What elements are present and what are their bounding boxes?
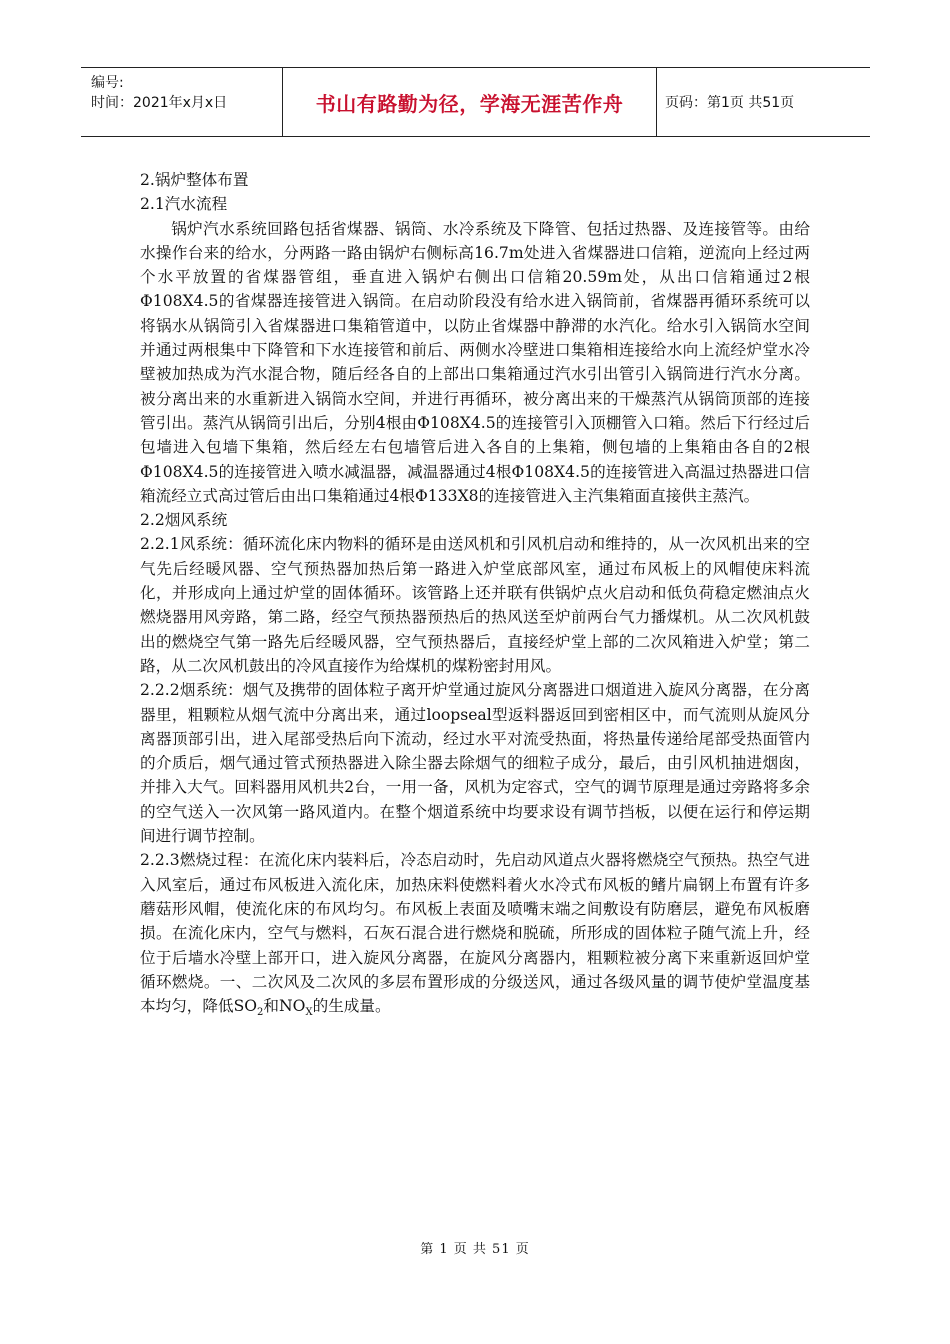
header-page-label: 页码：第1页 共51页	[665, 95, 795, 111]
subsection-heading: 2.1汽水流程	[140, 195, 228, 214]
paragraph-air-system: 2.2.1风系统：循环流化床内物料的循环是由送风机和引风机启动和维持的，从一次风机出来的空气先后经暖风器、空气预热器加热后第一路进入炉堂底部风室，通过布风板上的风帽使床料流化，并形成向上通过炉堂的固体循环。该管路上还并联有供锅炉点火启动和低负荷稳定燃油点火燃烧器用风旁路，第二路，经空气预热器预热后的热风送至炉前两台气力播煤机。从二次风机鼓出的燃烧空气第一路先后经暖风器，空气预热器后，直接经炉堂上部的二次风箱进入炉堂；第二路，从二次风机鼓出的冷风直接作为给煤机的煤粉密封用风。	[140, 535, 810, 675]
paragraph-steam-water-flow: 锅炉汽水系统回路包括省煤器、锅筒、水冷系统及下降管、包括过热器、及连接管等。由给水操作台来的给水，分两路一路由锅炉右侧标高16.7m处进入省煤器进口信箱，逆流向上经过两个水平放置的省煤器管组，垂直进入锅炉右侧出口信箱20.59m处，从出口信箱通过2根Φ108X4.5的省煤器连接管进入锅筒。在启动阶段没有给水进入锅筒前，省煤器再循环系统可以将锅水从锅筒引入省煤器进口集箱管道中，以防止省煤器中静滞的水汽化。给水引入锅筒水空间并通过两根集中下降管和下水连接管和前后、两侧水冷壁进口集箱相连接给水向上流经炉堂水冷壁被加热成为汽水混合物，随后经各自的上部出口集箱通过汽水引出管引入锅筒进行汽水分离。被分离出来的水重新进入锅筒水空间，并进行再循环，被分离出来的干燥蒸汽从锅筒顶部的连接管引出。蒸汽从锅筒引出后，分别4根由Φ108X4.5的连接管引入顶棚管入口箱。然后下行经过后包墙进入包墙下集箱，然后经左右包墙管后进入各自的上集箱，侧包墙的上集箱由各自的2根Φ108X4.5的连接管进入喷水减温器，减温器通过4根Φ108X4.5的连接管进入高温过热器进口信箱流经立式高过管后由出口集箱通过4根Φ133X8的连接管进入主汽集箱面直接供主蒸汽。	[140, 219, 810, 505]
subsection-heading: 2.2烟风系统	[140, 511, 228, 530]
no-label: NO	[279, 997, 306, 1016]
document-number-label: 编号:	[91, 75, 124, 91]
paragraph-flue-gas-system: 2.2.2烟系统：烟气及携带的固体粒子离开炉堂通过旋风分离器进口烟道进入旋风分离器，在分离器里，粗颗粒从烟气流中分离出来，通过loopseal型返料器返回到密相区中，而气流则从旋风分离器顶部引出，进入尾部受热后向下流动，经过水平对流受热面，将热量传递给尾部受热面管内的介质后，烟气通过管式预热器进入除尘器去除烟气的细粒子成分，最后，由引风机抽进烟囱，并排入大气。回料器用风机共2台，一用一备，风机为定容式，空气的调节原理是通过旁路将多余的空气送入一次风第一路风道内。在整个烟道系统中均要求设有调节挡板，以便在运行和停运期间进行调节控制。	[140, 681, 810, 846]
paragraph-combustion-process	[140, 848, 810, 1018]
combustion-text: 2.2.3燃烧过程：在流化床内装料后，冷态启动时，先启动风道点火器将燃烧空气预热。热空气进入风室后，通过布风板进入流化床，加热床料使燃料着火水冷式布风板的鳍片扁钢上布置有许多蘑菇形风帽，使流化床的布风均匀。布风板上表面及喷嘴末端之间敷设有防磨层，避免布风板磨损。在流化床内，空气与燃料，石灰石混合进行燃烧和脱硫，所形成的固体粒子随气流上升，经位于后墙水冷壁上部开口，进入旋风分离器，在旋风分离器内，粗颗粒被分离下来重新返回炉堂循环燃烧。一、二次风及二次风的多层布置形成的分级送风，通过各级风量的调节使炉堂温度基本均匀，降低	[140, 851, 810, 1016]
header-meta	[81, 68, 283, 136]
header-motto: 书山有路勤为径，学海无涯苦作舟	[283, 68, 657, 136]
so-label: SO	[233, 997, 258, 1016]
so-subscript: 2	[257, 1007, 264, 1019]
page-header	[81, 67, 870, 137]
document-body	[140, 168, 810, 1018]
combustion-end-text: 的生成量。	[312, 997, 391, 1016]
section-heading: 2.锅炉整体布置	[140, 171, 249, 189]
page-footer: 第 1 页 共 51 页	[420, 1242, 530, 1257]
and-text: 和	[263, 997, 280, 1016]
no-subscript: X	[305, 1007, 313, 1019]
document-time-label: 时间：2021年x月x日	[91, 95, 228, 111]
